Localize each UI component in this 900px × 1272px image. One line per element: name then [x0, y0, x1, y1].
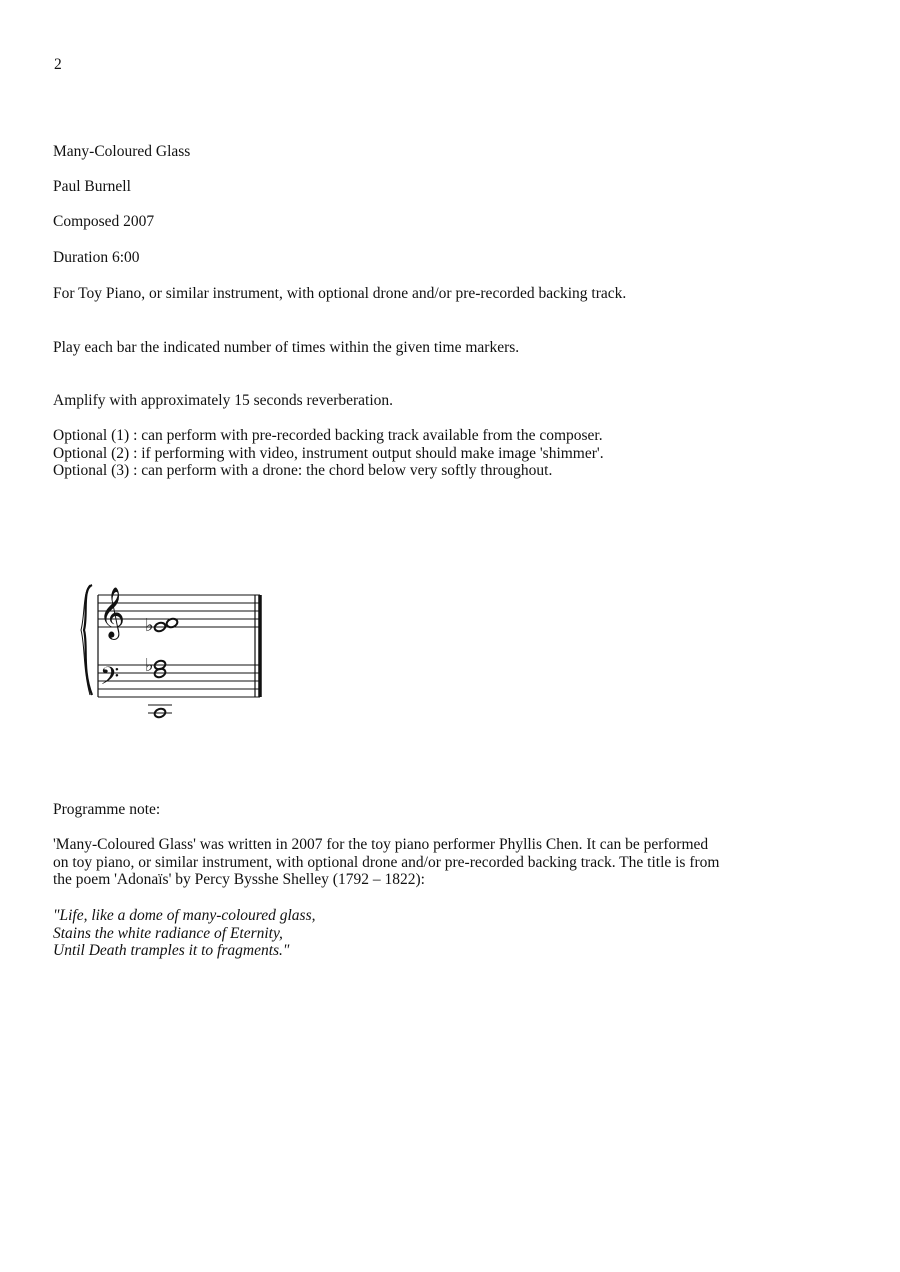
optional-item: Optional (1) : can perform with pre-recorded backing track available from the composer. [53, 427, 603, 444]
grand-staff-brace [84, 585, 92, 695]
programme-note-body [53, 836, 719, 889]
flat-icon: ♭ [145, 655, 154, 676]
duration: Duration 6:00 [53, 249, 140, 266]
programme-note-heading: Programme note: [53, 801, 161, 818]
bass-staff [98, 665, 260, 697]
play-instruction: Play each bar the indicated number of times within the given time markers. [53, 339, 520, 356]
programme-note-line: 'Many-Coloured Glass' was written in 2007 for the toy piano performer Phyllis Chen. It can be performed [53, 836, 709, 853]
optional-item: Optional (3) : can perform with a drone: the chord below very softly throughout. [53, 462, 553, 479]
treble-clef-icon: 𝄞 [99, 587, 126, 638]
optionals-list [53, 427, 604, 480]
page-number: 2 [54, 56, 62, 73]
flat-icon: ♭ [145, 615, 154, 636]
drone-chord-score [78, 575, 278, 725]
programme-note-line: the poem 'Adonaïs' by Percy Bysshe Shelley (1792 – 1822): [53, 871, 425, 888]
poem-line: Stains the white radiance of Eternity, [53, 924, 283, 942]
instrumentation: For Toy Piano, or similar instrument, with optional drone and/or pre-recorded backing track. [53, 285, 627, 302]
poem-line: "Life, like a dome of many-coloured glass, [53, 907, 316, 924]
amplify-instruction: Amplify with approximately 15 seconds reverberation. [53, 392, 394, 409]
bass-clef-icon: 𝄢 [100, 662, 120, 697]
programme-note-line: on toy piano, or similar instrument, with optional drone and/or pre-recorded backing track. The title is from [53, 853, 720, 871]
poem-line: Until Death tramples it to fragments." [53, 942, 290, 959]
poem-quote [53, 907, 316, 960]
composer-name: Paul Burnell [53, 178, 131, 195]
composed-year: Composed 2007 [53, 213, 155, 230]
piece-title: Many-Coloured Glass [53, 143, 191, 160]
optional-item: Optional (2) : if performing with video, instrument output should make image 'shimmer'. [53, 444, 604, 462]
